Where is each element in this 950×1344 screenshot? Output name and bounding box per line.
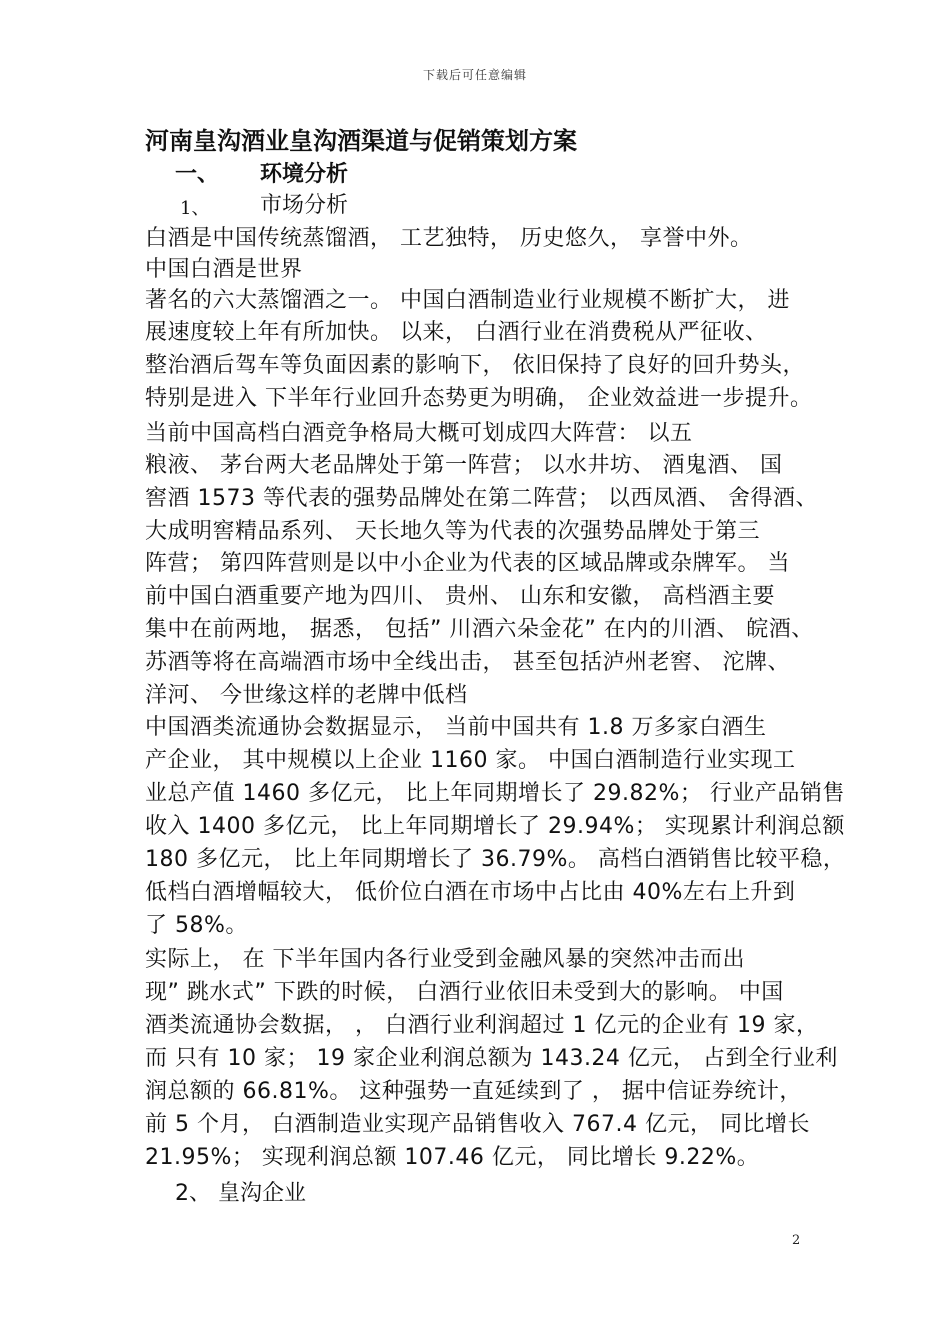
paragraph-line: 当前中国高档白酒竞争格局大概可划成四大阵营： 以五 [145,421,693,446]
paragraph-line: 产企业， 其中规模以上企业 1160 家。 中国白酒制造行业实现工 [145,748,796,773]
paragraph-line: 洋河、 今世缘这样的老牌中低档 [145,683,468,708]
document-title: 河南皇沟酒业皇沟酒渠道与促销策划方案 [145,127,577,155]
paragraph-line: 整治酒后驾车等负面因素的影响下， 依旧保持了良好的回升势头， [145,353,805,378]
paragraph-line: 业总产值 1460 多亿元， 比上年同期增长了 29.82%； 行业产品销售 [145,781,845,806]
paragraph-line: 180 多亿元， 比上年同期增长了 36.79%。 高档白酒销售比较平稳， [145,847,846,872]
paragraph-line: 酒类流通协会数据， ， 白酒行业利润超过 1 亿元的企业有 19 家， [145,1013,819,1038]
subsection-label-2: 皇沟企业 [218,1181,307,1206]
paragraph-line: 润总额的 66.81%。 这种强势一直延续到了 ， 据中信证券统计， [145,1079,802,1104]
paragraph-line: 而 只有 10 家； 19 家企业利润总额为 143.24 亿元， 占到全行业利 [145,1046,838,1071]
page-header: 下载后可任意编辑 [422,68,527,82]
paragraph-line: 前 5 个月， 白酒制造业实现产品销售收入 767.4 亿元， 同比增长 [145,1112,810,1137]
subsection-number-2: 2、 [175,1181,211,1206]
paragraph-line: 大成明窖精品系列、 天长地久等为代表的次强势品牌处于第三 [145,519,760,544]
paragraph-line: 特别是进入 下半年行业回升态势更为明确， 企业效益进一步提升。 [145,386,813,411]
paragraph-line: 实际上， 在 下半年国内各行业受到金融风暴的突然冲击而出 [145,947,745,972]
paragraph-line: 白酒是中国传统蒸馏酒， 工艺独特， 历史悠久， 享誉中外。 [145,226,753,251]
paragraph-line: 粮液、 茅台两大老品牌处于第一阵营； 以水井坊、 酒鬼酒、 国 [145,453,783,478]
paragraph-line: 窖酒 1573 等代表的强势品牌处在第二阵营； 以西凤酒、 舍得酒、 [145,486,818,511]
paragraph-line: 了 58%。 [145,913,248,938]
paragraph-line: 21.95%； 实现利润总额 107.46 亿元， 同比增长 9.22%。 [145,1145,760,1170]
subsection-heading: 市场分析 [260,193,349,218]
paragraph-line: 集中在前两地， 据悉， 包括” 川酒六朵金花” 在内的川酒、 皖酒、 [145,617,814,642]
section-number: 一、 [175,162,220,187]
paragraph-line: 著名的六大蒸馏酒之一。 中国白酒制造业行业规模不断扩大， 进 [145,288,790,313]
paragraph-line: 展速度较上年有所加快。 以来， 白酒行业在消费税从严征收、 [145,320,768,345]
paragraph-line: 中国酒类流通协会数据显示， 当前中国共有 1.8 万多家白酒生 [145,715,767,740]
paragraph-line: 现” 跳水式” 下跌的时候， 白酒行业依旧未受到大的影响。 中国 [145,980,784,1005]
paragraph-line: 阵营； 第四阵营则是以中小企业为代表的区域品牌或杂牌军。 当 [145,551,790,576]
paragraph-line: 收入 1400 多亿元， 比上年同期增长了 29.94%； 实现累计利润总额 [145,814,845,839]
paragraph-line: 中国白酒是世界 [145,257,303,282]
subsection-heading-2 [175,1176,306,1207]
paragraph-line: 低档白酒增幅较大， 低价位白酒在市场中占比由 40%左右上升到 [145,880,796,905]
paragraph-line: 苏酒等将在高端酒市场中全线出击， 甚至包括泸州老窖、 沱牌、 [145,650,790,675]
page-number: 2 [792,1233,801,1248]
section-heading: 环境分析 [260,162,349,187]
subsection-number: 1、 [180,198,210,219]
paragraph-line: 前中国白酒重要产地为四川、 贵州、 山东和安徽， 高档酒主要 [145,584,775,609]
